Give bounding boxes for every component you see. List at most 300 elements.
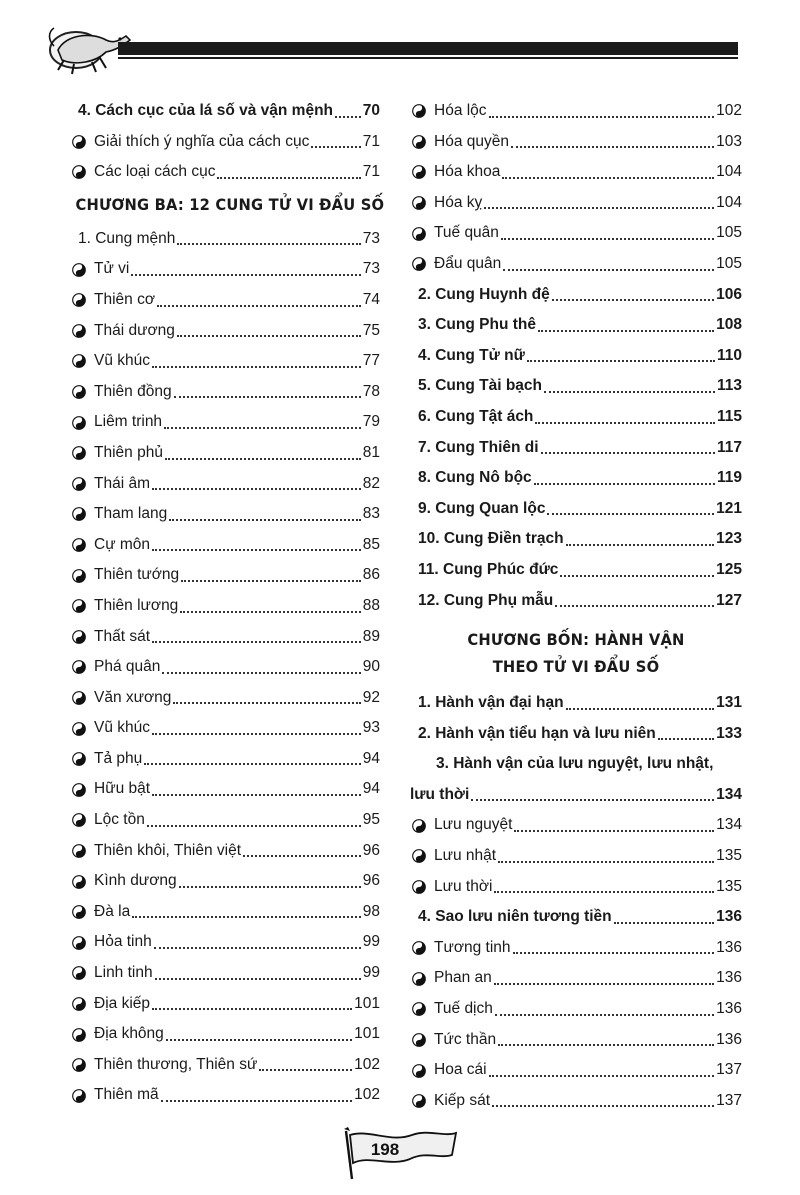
yin-yang-bullet-icon [72,1058,86,1072]
toc-entry-page: 92 [362,688,380,706]
chapter-heading [423,616,728,688]
yin-yang-bullet-icon [412,880,426,894]
dot-leader [243,854,361,857]
dot-leader [174,395,361,398]
toc-entry-page: 123 [716,530,742,548]
yin-yang-bullet-icon [72,722,86,736]
toc-entry [70,316,380,347]
toc-entry-text: Kiếp sát [434,1091,491,1109]
toc-entry [410,463,742,494]
toc-entry-text: Vũ khúc [94,352,151,370]
toc-entry [410,402,742,433]
yin-yang-bullet-icon [72,446,86,460]
toc-entry-page: 119 [716,469,742,487]
toc-entry-text: 4. Sao lưu niên tương tiền [418,908,612,926]
dot-leader [544,390,715,393]
toc-entry [70,958,380,989]
yin-yang-bullet-icon [412,849,426,863]
toc-entry-page: 113 [716,377,742,395]
chapter-heading: CHƯƠNG BA: 12 CUNG TỬ VI ĐẨU SỐ [75,194,385,214]
toc-entry-page: 136 [716,908,742,926]
toc-entry [410,719,742,750]
toc-entry-page: 115 [716,407,742,425]
dot-leader [180,610,360,613]
toc-entry-page: 79 [362,413,380,431]
dot-leader [155,977,361,980]
yin-yang-bullet-icon [412,1064,426,1078]
dot-leader [152,487,361,490]
toc-entry [410,341,742,372]
dot-leader [498,1043,714,1046]
toc-entry-text: Tuế quân [434,224,499,242]
yin-yang-bullet-icon [72,263,86,277]
toc-entry-text: Tả phụ [94,749,143,767]
yin-yang-bullet-icon [412,165,426,179]
toc-entry-text: Lưu nhật [434,847,497,865]
toc-entry-page: 103 [716,132,742,150]
toc-entry [410,994,742,1025]
toc-entry-page: 74 [362,290,380,308]
dot-leader [547,512,714,515]
yin-yang-bullet-icon [412,1033,426,1047]
toc-entry-page: 82 [362,474,380,492]
toc-entry [70,591,380,622]
toc-entry-text: 4. Cách cục của lá số và vận mệnh [78,102,334,119]
toc-entry-page: 137 [716,1061,742,1079]
toc-entry-page: 101 [354,1025,380,1043]
toc-entry-text: Linh tinh [94,964,153,982]
toc-entry-text: Văn xương [94,688,172,706]
toc-entry-page: 98 [362,902,380,920]
toc-entry [410,218,742,249]
toc-entry [410,96,742,127]
dot-leader [534,482,715,485]
toc-entry-text: Địa không [94,1025,164,1043]
toc-right-column [410,96,742,1116]
toc-entry-text: 5. Cung Tài bạch [418,377,543,395]
toc-entry-text: Hóa lộc [434,102,487,119]
toc-entry-text: 1. Hành vận đại hạn [418,694,564,712]
toc-entry-text: lưu thời [410,785,470,803]
toc-entry-page: 102 [354,1086,380,1104]
toc-entry [70,346,380,377]
dot-leader [489,115,715,118]
dot-leader [179,885,361,888]
dot-leader [503,268,714,271]
dot-leader [165,457,361,460]
toc-entry-page: 125 [716,560,742,578]
toc-entry [410,749,742,780]
dot-leader [147,824,361,827]
toc-entry-text: Giải thích ý nghĩa của cách cục [94,132,310,150]
toc-entry-text: Lộc tồn [94,811,145,829]
toc-entry-page: 108 [716,316,742,334]
toc-entry-text: Thiên đồng [94,382,172,400]
toc-entry-page: 101 [354,994,380,1012]
dot-leader [152,365,361,368]
toc-entry [410,494,742,525]
toc-entry [70,560,380,591]
toc-entry [410,1055,742,1086]
yin-yang-bullet-icon [412,227,426,241]
dot-leader [152,732,361,735]
dot-leader [144,762,360,765]
toc-entry-text: 2. Hành vận tiểu hạn và lưu niên [418,724,656,742]
toc-list [410,688,742,1116]
dot-leader [501,237,714,240]
toc-entry-page: 85 [362,535,380,553]
dot-leader [514,829,714,832]
yin-yang-bullet-icon [72,538,86,552]
dot-leader [614,921,714,924]
toc-entry-text: 2. Cung Huynh đệ [418,285,550,303]
toc-entry [410,586,742,617]
toc-entry-text: Tuế dịch [434,1000,493,1018]
toc-entry-text: Thiên tướng [94,566,180,584]
toc-list [410,96,742,616]
toc-entry-page: 94 [362,749,380,767]
toc-entry [70,989,380,1020]
toc-entry [410,1086,742,1117]
yin-yang-bullet-icon [72,1089,86,1103]
toc-entry-page: 90 [362,658,380,676]
yin-yang-bullet-icon [412,135,426,149]
toc-entry-text: Kình dương [94,872,177,890]
toc-entry-text: 1. Cung mệnh [78,229,176,247]
toc-entry [70,622,380,653]
toc-entry-text: Phá quân [94,658,161,676]
toc-entry-text: Thái âm [94,474,150,492]
dot-leader [471,798,714,801]
toc-entry [410,841,742,872]
dot-leader [535,421,715,424]
toc-entry-page: 134 [716,816,742,834]
toc-entry [70,713,380,744]
toc-entry [410,433,742,464]
toc-entry-text: 9. Cung Quan lộc [418,499,546,517]
toc-entry [70,805,380,836]
yin-yang-bullet-icon [72,936,86,950]
toc-entry-text: Các loại cách cục [94,163,216,181]
yin-yang-bullet-icon [72,997,86,1011]
toc-entry-page: 136 [716,969,742,987]
toc-entry [410,524,742,555]
dot-leader [560,574,714,577]
header-rule [118,42,738,55]
dot-leader [495,1013,714,1016]
toc-entry [70,377,380,408]
dot-leader [566,543,715,546]
toc-entry-page: 99 [362,933,380,951]
toc-entry-page: 105 [716,254,742,272]
yin-yang-bullet-icon [72,660,86,674]
chapter-heading-line: CHƯƠNG BỐN: HÀNH VẬN [467,630,685,650]
toc-entry-page: 73 [362,260,380,278]
dot-leader [498,860,714,863]
dot-leader [154,946,361,949]
header-rule-thin [118,57,738,59]
yin-yang-bullet-icon [412,941,426,955]
toc-entry-text: Thiên thương, Thiên sứ [94,1055,258,1073]
toc-entry-text: Cự môn [94,535,151,553]
toc-entry [410,249,742,280]
toc-entry-text: 12. Cung Phụ mẫu [418,591,554,609]
toc-entry-page: 137 [716,1091,742,1109]
dot-leader [162,671,360,674]
toc-entry-text: Thiên phủ [94,443,163,461]
toc-entry-text: 8. Cung Nô bộc [418,469,532,487]
toc-entry [70,157,380,188]
toc-entry-page: 71 [362,132,380,150]
toc-entry-page: 117 [716,438,742,456]
toc-entry-page: 75 [362,321,380,339]
dot-leader [173,701,360,704]
toc-entry-text: 3. Cung Phu thê [418,316,536,334]
yin-yang-bullet-icon [72,354,86,368]
toc-entry-page: 102 [354,1055,380,1073]
toc-entry [410,1025,742,1056]
toc-entry [70,469,380,500]
toc-entry-page: 131 [716,694,742,712]
dot-leader [166,1038,352,1041]
yin-yang-bullet-icon [72,135,86,149]
dot-leader [484,206,714,209]
dot-leader [566,707,715,710]
toc-entry [410,127,742,158]
toc-entry-page: 135 [716,847,742,865]
toc-entry [70,499,380,530]
toc-entry [70,1019,380,1050]
toc-entry-text: Hóa kỵ [434,193,483,211]
dot-leader [132,915,361,918]
toc-entry-text: Hỏa tinh [94,933,152,951]
toc-entry-text: Vũ khúc [94,719,151,737]
toc-entry-page: 88 [362,596,380,614]
yin-yang-bullet-icon [72,165,86,179]
toc-entry [410,188,742,219]
dot-leader [152,793,361,796]
toc-entry [410,688,742,719]
toc-entry-text: Đẩu quân [434,254,502,272]
toc-entry-page: 94 [362,780,380,798]
toc-entry [410,872,742,903]
toc-entry-page: 99 [362,964,380,982]
dot-leader [658,737,714,740]
toc-entry-page: 106 [716,285,742,303]
toc-entry [70,127,380,158]
toc-entry-page: 136 [716,938,742,956]
toc-entry-page: 77 [362,352,380,370]
toc-entry [410,157,742,188]
toc-entry-page: 95 [362,811,380,829]
toc-entry-page: 135 [716,877,742,895]
yin-yang-bullet-icon [412,972,426,986]
toc-entry-page: 136 [716,1030,742,1048]
dot-leader [552,298,714,301]
yin-yang-bullet-icon [72,752,86,766]
toc-entry-page: 133 [716,724,742,742]
toc-left-column [70,96,385,1111]
toc-entry-page: 73 [362,229,380,247]
toc-entry [410,902,742,933]
toc-entry [410,963,742,994]
toc-entry-text: Thái dương [94,321,175,339]
toc-entry [70,96,380,127]
page-number: 198 [370,1140,400,1159]
dot-leader [177,242,360,245]
dot-leader [555,604,714,607]
toc-entry-page: 105 [716,224,742,242]
toc-entry-text: Tham lang [94,505,168,523]
yin-yang-bullet-icon [72,385,86,399]
toc-entry-page: 70 [362,102,380,119]
chapter-heading-line: THEO TỬ VI ĐẨU SỐ [492,657,660,677]
yin-yang-bullet-icon [72,599,86,613]
dot-leader [335,115,361,118]
toc-entry-text: Liêm trinh [94,413,163,431]
yin-yang-bullet-icon [72,1028,86,1042]
toc-entry-page: 83 [362,505,380,523]
toc-entry [70,530,380,561]
toc-entry-text: Thất sát [94,627,150,645]
toc-entry-text: Thiên lương [94,596,179,614]
toc-entry-text: Đà la [94,902,131,920]
toc-entry-text: Lưu nguyệt [434,816,513,834]
toc-entry-text: 3. Hành vận của lưu nguyệt, lưu nhật, [436,755,714,773]
yin-yang-bullet-icon [72,813,86,827]
toc-entry [70,897,380,928]
toc-entry-page: 104 [716,193,742,211]
toc-entry-page: 127 [716,591,742,609]
toc-entry [410,280,742,311]
toc-entry [70,744,380,775]
toc-entry-text: Lưu thời [434,877,493,895]
toc-entry-page: 93 [362,719,380,737]
toc-entry [410,810,742,841]
toc-entry-page: 104 [716,163,742,181]
toc-entry-text: Thiên khôi, Thiên việt [94,841,242,859]
toc-entry [70,652,380,683]
toc-entry-text: 6. Cung Tật ách [418,407,534,425]
toc-entry [70,927,380,958]
toc-entry [70,407,380,438]
dot-leader [131,273,360,276]
dot-leader [169,518,361,521]
dot-leader [502,176,714,179]
dot-leader [513,951,715,954]
yin-yang-bullet-icon [72,966,86,980]
toc-entry [70,438,380,469]
toc-entry [70,683,380,714]
toc-entry-page: 78 [362,382,380,400]
yin-yang-bullet-icon [412,257,426,271]
yin-yang-bullet-icon [72,905,86,919]
dot-leader [164,426,361,429]
dot-leader [492,1104,714,1107]
toc-entry-page: 102 [716,102,742,119]
toc-entry-text: Tương tinh [434,938,511,956]
toc-list [70,224,380,1111]
toc-entry [410,555,742,586]
yin-yang-bullet-icon [72,691,86,705]
toc-entry-page: 96 [362,841,380,859]
dot-leader [181,579,361,582]
toc-entry [70,254,380,285]
toc-entry [410,933,742,964]
dot-leader [541,451,715,454]
dot-leader [217,176,360,179]
toc-entry-text: Hóa khoa [434,163,501,181]
toc-entry-text: 4. Cung Tử nữ [418,346,525,364]
toc-entry-text: Hóa quyền [434,132,509,150]
toc-entry [70,866,380,897]
yin-yang-bullet-icon [72,783,86,797]
toc-entry-text: Thiên mã [94,1086,159,1104]
toc-entry-page: 110 [716,346,742,364]
yin-yang-bullet-icon [412,1002,426,1016]
toc-entry-text: Tức thần [434,1030,497,1048]
toc-entry-page: 96 [362,872,380,890]
toc-entry-page: 121 [716,499,742,517]
toc-entry [70,1080,380,1111]
yin-yang-bullet-icon [72,630,86,644]
toc-entry-text: 11. Cung Phúc đức [418,560,559,578]
yin-yang-bullet-icon [72,416,86,430]
toc-entry [70,836,380,867]
yin-yang-bullet-icon [72,844,86,858]
dot-leader [511,145,714,148]
toc-entry-page: 89 [362,627,380,645]
toc-entry [70,224,380,255]
dot-leader [152,1007,352,1010]
toc-entry-text: Tử vi [94,260,130,278]
dot-leader [494,982,714,985]
toc-entry-page: 134 [716,785,742,803]
toc-entry-text: Hữu bật [94,780,151,798]
dot-leader [494,890,714,893]
dot-leader [161,1099,353,1102]
toc-entry [70,1050,380,1081]
toc-entry-text: Địa kiếp [94,994,150,1012]
yin-yang-bullet-icon [72,477,86,491]
dot-leader [538,329,714,332]
yin-yang-bullet-icon [72,324,86,338]
dot-leader [157,304,361,307]
dot-leader [152,640,361,643]
yin-yang-bullet-icon [72,875,86,889]
yin-yang-bullet-icon [72,569,86,583]
yin-yang-bullet-icon [412,819,426,833]
toc-entry-page: 86 [362,566,380,584]
dot-leader [152,548,361,551]
toc-entry [70,774,380,805]
yin-yang-bullet-icon [72,507,86,521]
toc-entry-page: 136 [716,1000,742,1018]
toc-entry [70,285,380,316]
toc-entry [410,780,742,811]
dot-leader [489,1074,715,1077]
toc-entry [410,371,742,402]
toc-entry-text: 7. Cung Thiên di [418,438,539,456]
yin-yang-bullet-icon [412,1094,426,1108]
dot-leader [527,359,715,362]
toc-entry-text: 10. Cung Điền trạch [418,530,564,548]
dot-leader [177,334,361,337]
toc-entry-text: Thiên cơ [94,290,155,308]
yin-yang-bullet-icon [72,293,86,307]
yin-yang-bullet-icon [412,196,426,210]
toc-entry-page: 71 [362,163,380,181]
